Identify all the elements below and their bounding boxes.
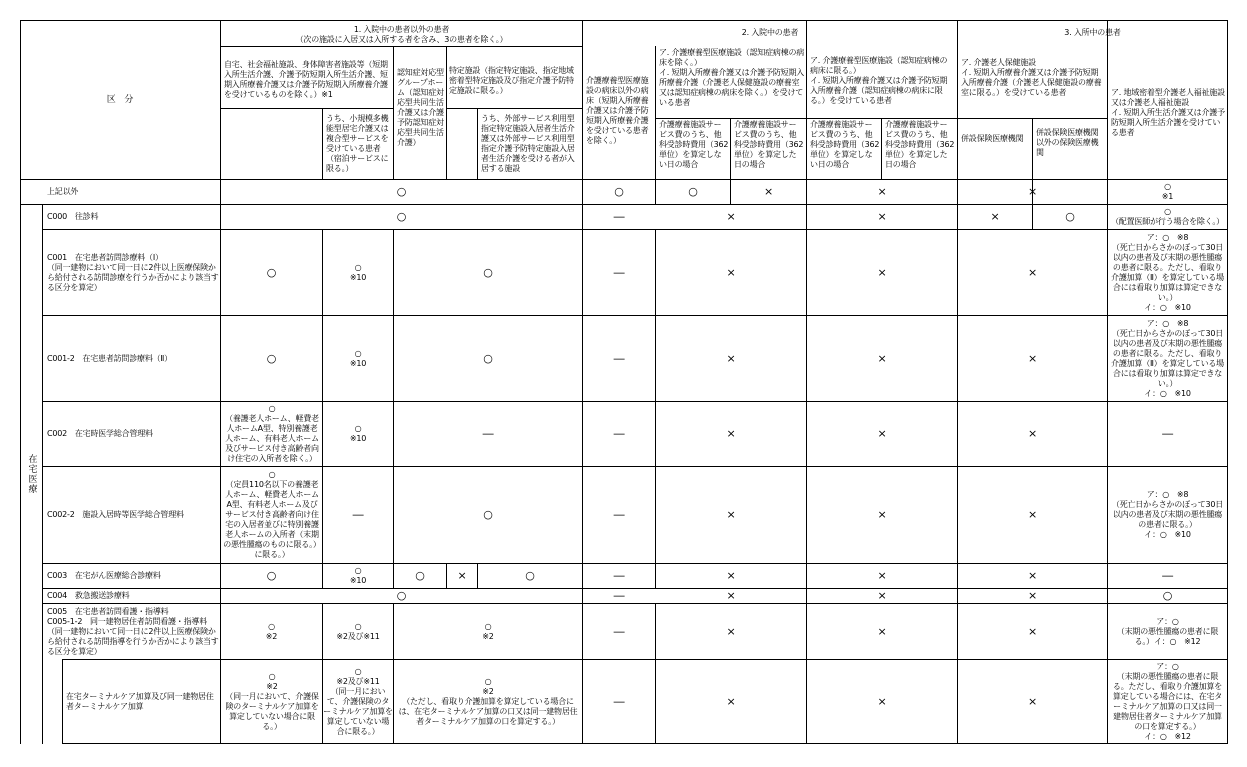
grid-line (322, 108, 323, 179)
cell-value: ― (1162, 569, 1173, 582)
cell-value: ― (613, 694, 625, 708)
cell-value: × (877, 185, 887, 198)
g1-home-sub-header: うち、小規模多機能型居宅介護又は複合型サービスを受けている患者（宿泊サービスに限る。） (326, 114, 389, 173)
cell-value: ○ (525, 569, 535, 582)
cell-value: ○ (266, 265, 277, 279)
cell-value: ○ ※10 (349, 424, 367, 443)
cell-value: ○ ※2及び※11 (336, 621, 380, 641)
cell-value: ○ (396, 210, 407, 223)
g3-roken-sub1-header: 併設保険医療機関 (961, 134, 1024, 143)
cell-value: × (1027, 351, 1038, 365)
cell-value: × (877, 427, 887, 440)
cell-value: ― (352, 508, 364, 521)
cell-value: ― (613, 508, 625, 521)
g2-ltc-header: ア. 介護療養型医療施設（認知症病棟の病床を除く。） イ. 短期入所療養介護又は介護予防短期入所療養介護（介護老人保健施設の療養室又は認知症病棟の病床を除く。）を受けている患者 (659, 48, 805, 107)
cell-value: ○ ※2 （同一月において、介護保険のターミナルケア加算を算定していない場合に限る。） (225, 671, 319, 731)
cell-value: × (726, 265, 736, 279)
cell-value: ○ ※1 (1161, 182, 1174, 201)
cell-value: ○ (688, 185, 698, 198)
cell-value: ― (1162, 427, 1173, 440)
g2-dementia-sub1-header: 介護療養施設サービス費のうち、他科受診時費用（362単位）を算定しない日の場合 (810, 120, 880, 169)
cell-value: × (1027, 624, 1038, 638)
cell-value: ― (613, 351, 625, 365)
cell-value: × (877, 624, 887, 638)
cell-value: ア：○ （末期の悪性腫瘍の患者に限る。ただし、看取り介護加算を算定している場合には、在宅ターミナルケア加算の口又は同一建物居住者ターミナルケア加算の口を算定する。） イ：○ ※12 (1112, 661, 1223, 741)
cell-value: ○ (483, 351, 493, 365)
cell-value: × (726, 210, 736, 223)
cell-value: ○ （配置医師が行う場合を除く。） (1111, 207, 1224, 226)
cell-value: × (877, 589, 887, 602)
group3-header: 3. 入所中の患者 (1064, 28, 1121, 37)
row-label: C004 救急搬送診療料 (47, 591, 130, 600)
cell-value: × (877, 508, 887, 521)
kubun-header: 区 分 (106, 95, 134, 105)
cell-value: ア：○ ※8 （死亡日からさかのぼって30日以内の患者及び末期の悪性腫瘍の患者に限る。ただし、看取り介護加算（Ⅱ）を算定している場合には看取り加算は算定できない。） イ：○ ※10 (1111, 318, 1224, 398)
g3-roken-sub2-header: 併設保険医療機関以外の保険医療機関 (1036, 128, 1099, 157)
cell-value: × (877, 210, 887, 223)
g2-dementia-sub2-header: 介護療養施設サービス費のうち、他科受診時費用（362単位）を算定した日の場合 (885, 120, 955, 169)
cell-value: ○ (1065, 210, 1075, 223)
cell-value: ○ ※2 （ただし、看取り介護加算を算定している場合には、在宅ターミナルケア加算の口又は同一建物居住者ターミナルケア加算の口を算定する。） (398, 676, 578, 726)
cell-value: ○ （養護老人ホーム、軽費老人ホームA型、特別養護老人ホーム、有料老人ホーム及びサービス付き高齢者向け住宅の入所者を除く。） (225, 404, 319, 463)
grid-line (446, 46, 447, 179)
cell-value: ○ (266, 351, 277, 365)
g1-facility-sub-header: うち、外部サービス利用型指定特定施設入居者生活介護又は外部サービス利用型指定介護予防特定施設入居者生活介護を受ける者が入居する施設 (481, 114, 575, 173)
row-label: C003 在宅がん医療総合診療料 (47, 571, 161, 580)
grid-line (42, 204, 43, 744)
cell-value: × (726, 694, 736, 708)
row-label: C001-2 在宅患者訪問診療料（Ⅱ） (47, 353, 172, 363)
cell-value: ― (613, 589, 625, 602)
cell-value: × (763, 185, 774, 198)
g2-ltc-sub2-header: 介護療養施設サービス費のうち、他科受診時費用（362単位）を算定した日の場合 (734, 120, 804, 169)
cell-value: ○ ※2 (482, 621, 494, 641)
cell-value: × (877, 569, 887, 582)
grid-line (1107, 20, 1108, 744)
g1-grouphome-header: 認知症対応型グループホーム（認知症対応型共同生活介護又は介護予防認知症対応型共同生活介護） (397, 68, 444, 147)
cell-value: × (877, 265, 887, 279)
grid-line (62, 743, 1227, 744)
g2-other-bed-header: 介護療養型医療施設の病床以外の病床（短期入所療養介護又は介護予防短期入所療養介護を受けている患者を除く。） (586, 76, 649, 145)
cell-value: ○ (266, 569, 277, 582)
cell-value: × (1027, 427, 1038, 440)
cell-value: ○ (396, 185, 407, 198)
category-label: 在宅医療 (26, 454, 37, 494)
cell-value: ○ ※2及び※11 （同一月において、介護保険のターミナルケア加算を算定していない場合に限る。） (323, 666, 393, 736)
cell-value: × (1027, 185, 1038, 198)
group1-header: 1. 入院中の患者以外の患者 （次の施設に入居又は入所する者を含み、3の患者を除く。） (295, 25, 508, 44)
row-label: 上記以外 (47, 187, 79, 196)
g1-home-header: 自宅、社会福祉施設、身体障害者施設等（短期入所生活介護、介護予防短期入所生活介護、短期入所療養介護又は介護予防短期入所療養介護を受けているものを除く。）※1 (224, 60, 388, 99)
cell-value: × (1027, 265, 1038, 279)
cell-value: ― (613, 265, 625, 279)
cell-value: ― (613, 624, 625, 638)
row-label: C000 往診料 (47, 212, 99, 221)
cell-value: × (457, 569, 467, 582)
cell-value: × (726, 427, 736, 440)
g3-roken-header: ア. 介護老人保健施設 イ. 短期入所療養介護又は介護予防短期入所療養介護（介護老人保健施設の療養室に限る。）を受けている患者 (961, 58, 1102, 97)
cell-value: ○ (614, 185, 624, 198)
cell-value: × (877, 351, 887, 365)
cell-value: ○ (415, 569, 425, 582)
cell-value: ○ ※10 (349, 348, 367, 368)
cell-value: × (1027, 694, 1038, 708)
cell-value: ア：○ ※8 （死亡日からさかのぼって30日以内の患者及び末期の悪性腫瘍の患者に限る。ただし、看取り介護加算（Ⅱ）を算定している場合には看取り加算は算定できない。） イ：○ ※10 (1111, 232, 1224, 312)
cell-value: ○ ※10 (349, 262, 367, 282)
row-label: C005 在宅患者訪問看護・指導料 C005-1-2 同一建物居住者訪問看護・指導料 （同一建物において同一日に2件以上医療保険から給付される訪問指導を行うか否かにより該当する区分を算定） (47, 606, 219, 656)
row-label: C001 在宅患者訪問診療料（Ⅰ） （同一建物において同一日に2件以上医療保険から給付される訪問診療を行うか否かにより該当する区分を算定） (47, 252, 219, 292)
group2-header: 2. 入院中の患者 (741, 28, 799, 37)
grid-line (1227, 20, 1228, 744)
grid-line (446, 108, 582, 109)
cell-value: × (1027, 569, 1038, 582)
cell-value: ○ (483, 508, 493, 521)
cell-value: ○ (1162, 589, 1173, 602)
g1-facility-header: 特定施設（指定特定施設、指定地域密着型特定施設及び指定介護予防特定施設に限る。） (449, 66, 574, 95)
grid-line (881, 118, 882, 179)
cell-value: × (877, 694, 887, 708)
g2-ltc-sub1-header: 介護療養施設サービス費のうち、他科受診時費用（362単位）を算定しない日の場合 (659, 120, 729, 169)
cell-value: × (726, 589, 736, 602)
row-label: C002 在宅時医学総合管理料 (47, 429, 153, 438)
cell-value: ○ ※10 (349, 566, 367, 585)
cell-value: ― (613, 427, 625, 440)
cell-value: ○ (483, 265, 493, 279)
cell-value: × (726, 569, 736, 582)
cell-value: × (990, 210, 1000, 223)
cell-value: ○ (396, 589, 407, 602)
cell-value: × (1027, 508, 1038, 521)
row-label: C002-2 施設入居時等医学総合管理料 (47, 510, 184, 519)
g2-dementia-header: ア. 介護療養型医療施設（認知症病棟の病床に限る。） イ. 短期入所療養介護又は介護予防短期入所療養介護（認知症病棟の病床に限る。）を受けている患者 (810, 56, 948, 105)
grid-line (393, 46, 394, 179)
cell-value: ○ ※2 (265, 621, 278, 641)
cell-value: × (726, 624, 736, 638)
grid-line (220, 108, 393, 109)
cell-value: × (726, 508, 736, 521)
cell-value: ○ （定員110名以下の養護老人ホーム、軽費老人ホームA型、有料老人ホーム及びサービス付き高齢者向け住宅の入居者並びに特別養護老人ホームの入所者（末期の悪性腫瘍のものに限る。）に限る。） (223, 470, 321, 559)
cell-value: ― (482, 427, 494, 440)
cell-value: × (726, 351, 736, 365)
cell-value: ― (613, 569, 625, 582)
cell-value: ― (613, 210, 625, 223)
cell-value: ア：○ ※8 （死亡日からさかのぼって30日以内の患者及び末期の悪性腫瘍の患者に限る。） イ：○ ※10 (1111, 490, 1224, 539)
cell-value: ア：○ （末期の悪性腫瘍の患者に限る。）イ：○ ※12 (1116, 616, 1219, 646)
g3-tokuyou-header: ア. 地域密着型介護老人福祉施設又は介護老人福祉施設 イ. 短期入所生活介護又は介護予防短期入所生活介護を受けている患者 (1111, 88, 1225, 137)
cell-value: × (1027, 589, 1038, 602)
grid-line (62, 659, 63, 744)
grid-line (477, 108, 478, 179)
row-label: 在宅ターミナルケア加算及び同一建物居住者ターミナルケア加算 (66, 691, 214, 711)
